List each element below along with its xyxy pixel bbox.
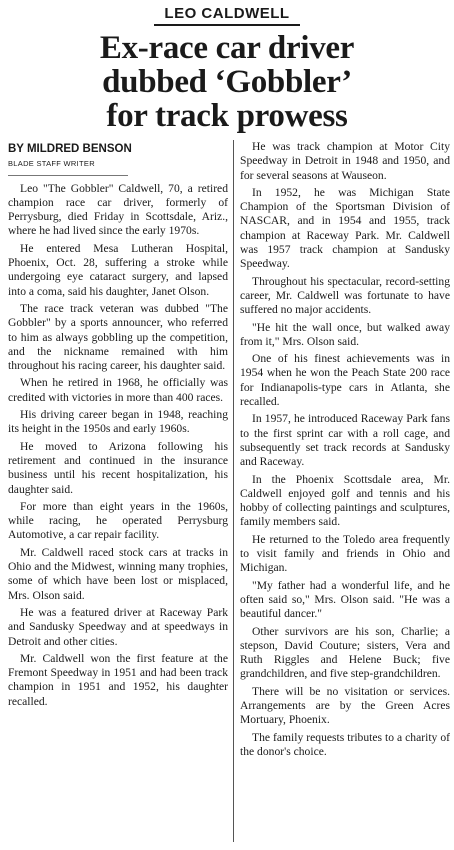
paragraph: The family requests tributes to a charity of the donor's choice. [240,730,450,758]
headline [10,31,444,133]
paragraph: Throughout his spectacular, record-setting career, Mr. Caldwell was fortunate to have suffered no major accidents. [240,274,450,317]
paragraph: In 1952, he was Michigan State Champion of the Sportsman Division of NASCAR, and in 1954 and 1955, track champion at Raceway Park. Mr. Caldwell was 1957 track champion at Sandusky Speedway. [240,185,450,271]
paragraph: He moved to Arizona following his retirement and continued in the insurance business until his recent hospitalization, his daughter said. [8,439,228,496]
paragraph: "My father had a wonderful life, and he often said so," Mrs. Olson said. "He was a beautiful dancer." [240,578,450,621]
paragraph: He entered Mesa Lutheran Hospital, Phoenix, Oct. 28, suffering a stroke while undergoing eye cataract surgery, and lapsed into a coma, said his daughter, Janet Olson. [8,241,228,298]
paragraph: When he retired in 1968, he officially was credited with victories in more than 400 races. [8,376,228,404]
paragraph: Leo "The Gobbler" Caldwell, 70, a retired champion race car driver, formerly of Perrysburg, died Friday in Scottsdale, Ariz., where he had lived since the early 1970s. [8,181,228,238]
headline-line: dubbed ‘Gobbler’ [102,64,352,100]
paragraph: Mr. Caldwell won the first feature at the Fremont Speedway in 1951 and had been track champion in 1951 and 1952, his daughter recalled. [8,651,228,708]
paragraph: The race track veteran was dubbed "The Gobbler" by a sports announcer, who referred to him as always gobbling up the competition, and the nickname remained with him throughout his racing career, his daughter said. [8,301,228,373]
paragraph: He was track champion at Motor City Speedway in Detroit in 1948 and 1950, and for several seasons at Wauseon. [240,140,450,182]
paragraph: In the Phoenix Scottsdale area, Mr. Caldwell enjoyed golf and tennis and his hobby of collecting paintings and sculptures, family members said. [240,472,450,529]
paragraph: For more than eight years in the 1960s, while racing, he operated Perrysburg Automotive, a car repair facility. [8,499,228,542]
kicker [0,5,454,26]
column-divider [233,140,234,842]
article-column-left [8,140,228,712]
byline: BY MILDRED BENSON [8,143,132,155]
paragraph: There will be no visitation or services. Arrangements are by the Green Acres Mortuary, Phoenix. [240,684,450,727]
paragraph: Other survivors are his son, Charlie; a stepson, David Couture; sisters, Vera and Ruth Riggles and Helene Buck; five grandchildren, and five step-grandchildren. [240,624,450,681]
article-column-right [240,140,450,762]
headline-line: Ex-race car driver [99,30,355,66]
paragraph: In 1957, he introduced Raceway Park fans to the first sprint car with a roll cage, and subsequently set track records at Sandusky and Raceway. [240,412,450,469]
paragraph: He was a featured driver at Raceway Park and Sandusky Speedway and at speedways in Detroit and other cities. [8,605,228,648]
paragraph: His driving career began in 1948, reaching its height in the 1950s and early 1960s. [8,408,228,436]
paragraph: "He hit the wall once, but walked away from it," Mrs. Olson said. [240,320,450,348]
paragraph: Mr. Caldwell raced stock cars at tracks in Ohio and the Midwest, winning many trophies, some of which have been lost or misplaced, Mrs. Olson said. [8,545,228,602]
paragraph: He returned to the Toledo area frequently to visit family and friends in Ohio and Michigan. [240,532,450,575]
headline-line: for track prowess [106,98,348,134]
paragraph: One of his finest achievements was in 1954 when he won the Peach State 200 race for Indianapolis-type cars in Atlanta, she recalled. [240,352,450,409]
kicker-label: LEO CALDWELL [154,5,299,26]
byline-role: BLADE STAFF WRITER [8,157,128,175]
